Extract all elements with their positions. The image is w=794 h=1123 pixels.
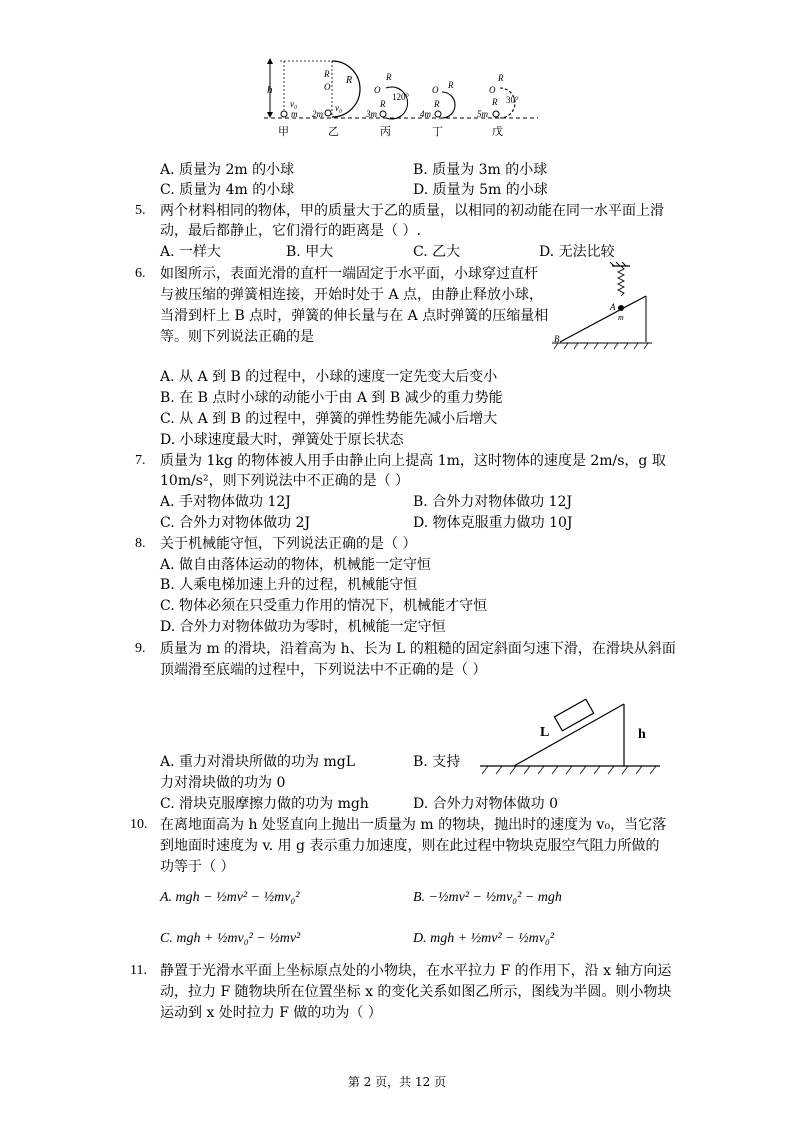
svg-text:R: R [498, 73, 504, 83]
label-yi: 乙 [328, 126, 339, 138]
q5-option-c: C. 乙大 [413, 244, 461, 260]
page-footer: 第 2 页，共 12 页 [347, 1075, 447, 1089]
q4-option-b: B. 质量为 3m 的小球 [413, 162, 548, 178]
q6-figure [550, 262, 660, 352]
angle-120: 120° [392, 92, 410, 102]
q4-option-a: A. 质量为 2m 的小球 [160, 162, 295, 178]
svg-text:R: R [324, 69, 330, 79]
q8-number: 8. [135, 536, 146, 551]
q8-option-d: D. 合外力对物体做功为零时，机械能一定守恒 [160, 619, 446, 635]
q8-option-a: A. 做自由落体运动的物体，机械能一定守恒 [160, 557, 432, 573]
q5-option-a: A. 一样大 [160, 244, 222, 260]
q9-option-b-part1: B. 支持 [413, 754, 461, 770]
label-jia: 甲 [278, 126, 289, 138]
svg-text:2m: 2m [312, 109, 323, 119]
q10-option-d: D. mgh + ½mv² − ½mv₀² [413, 931, 555, 946]
svg-text:m: m [291, 109, 298, 119]
q4-figure [262, 55, 562, 140]
q7-option-b: B. 合外力对物体做功 12J [413, 494, 573, 510]
svg-text:R: R [434, 99, 440, 109]
q9-option-d: D. 合外力对物体做功 0 [413, 796, 558, 812]
q11-stem-1: 静置于光滑水平面上坐标原点处的小物块，在水平拉力 F 的作用下，沿 x 轴方向运 [160, 963, 672, 979]
svg-text:R: R [492, 97, 498, 107]
svg-text:O: O [324, 82, 331, 92]
svg-text:R: R [380, 99, 386, 109]
q5-stem-1: 两个材料相同的物体，甲的质量大于乙的质量，以相同的初动能在同一水平面上滑 [160, 203, 664, 219]
svg-text:v₀: v₀ [335, 103, 343, 113]
q10-stem-1: 在离地面高为 h 处竖直向上抛出一质量为 m 的物块，抛出时的速度为 v₀，当它落 [160, 817, 667, 833]
height-label: h [638, 727, 646, 742]
q6-option-c: C. 从 A 到 B 的过程中，弹簧的弹性势能先减小后增大 [160, 411, 498, 427]
svg-text:R: R [346, 75, 353, 86]
q4-option-c: C. 质量为 4m 的小球 [160, 182, 295, 198]
mass-label: m [618, 313, 624, 322]
label-bing: 丙 [380, 126, 391, 138]
q6-stem-1: 如图所示，表面光滑的直杆一端固定于水平面，小球穿过直杆 [160, 266, 538, 282]
svg-text:O: O [374, 85, 381, 95]
q9-stem-2: 顶端滑至底端的过程中，下列说法中不正确的是（ ） [160, 662, 487, 678]
q5-option-b: B. 甲大 [286, 244, 334, 260]
q6-stem-2: 与被压缩的弹簧相连接，开始时处于 A 点，由静止释放小球， [160, 287, 544, 303]
q10-option-c: C. mgh + ½mv₀² − ½mv² [160, 931, 301, 946]
q7-option-a: A. 手对物体做功 12J [160, 494, 291, 510]
q7-option-d: D. 物体克服重力做功 10J [413, 515, 573, 531]
q10-stem-3: 功等于（ ） [160, 859, 235, 875]
label-ding: 丁 [432, 126, 443, 138]
q8-option-c: C. 物体必须在只受重力作用的情况下，机械能才守恒 [160, 598, 488, 614]
q6-stem-3: 当滑到杆上 B 点时，弹簧的伸长量与在 A 点时弹簧的压缩量相 [160, 308, 549, 324]
q7-stem-2: 10m/s²，则下列说法中不正确的是（ ） [160, 473, 410, 489]
q6-stem-4: 等。则下列说法正确的是 [160, 329, 314, 345]
q7-number: 7. [135, 453, 146, 468]
q9-number: 9. [135, 641, 146, 656]
q10-number: 10. [130, 817, 148, 832]
q11-stem-3: 运动到 x 处时拉力 F 做的功为（ ） [160, 1005, 382, 1021]
q6-option-d: D. 小球速度最大时，弹簧处于原长状态 [160, 432, 404, 448]
q11-stem-2: 动，拉力 F 随物块所在位置坐标 x 的变化关系如图乙所示，图线为半圆。则小物块 [160, 984, 672, 1000]
q6-option-b: B. 在 B 点时小球的动能小于由 A 到 B 减少的重力势能 [160, 390, 503, 406]
q9-option-c: C. 滑块克服摩擦力做的功为 mgh [160, 796, 369, 812]
q9-option-a: A. 重力对滑块所做的功为 mgL [160, 754, 355, 770]
q5-option-d: D. 无法比较 [539, 244, 615, 260]
q9-stem-1: 质量为 m 的滑块，沿着高为 h、长为 L 的粗糙的固定斜面匀速下滑，在滑块从斜面 [160, 641, 676, 657]
point-b-label: B [554, 334, 560, 344]
q8-option-b: B. 人乘电梯加速上升的过程，机械能守恒 [160, 577, 418, 593]
q10-option-b: B. −½mv² − ½mv₀² − mgh [413, 890, 562, 905]
svg-text:4m: 4m [420, 109, 431, 119]
q6-number: 6. [135, 266, 146, 281]
q11-number: 11. [130, 963, 147, 978]
q10-option-a: A. mgh − ½mv² − ½mv₀² [160, 890, 300, 905]
svg-text:O: O [489, 85, 496, 95]
q7-stem-1: 质量为 1kg 的物体被人用手由静止向上提高 1m，这时物体的速度是 2m/s，g 取 [160, 453, 666, 469]
label-wu: 戊 [492, 126, 503, 138]
q9-incline-figure [478, 694, 664, 778]
q10-stem-2: 到地面时速度为 v. 用 g 表示重力加速度，则在此过程中物块克服空气阻力所做的 [160, 838, 660, 854]
q9-option-b-part2: 力对滑块做的功为 0 [160, 775, 286, 791]
svg-text:3m: 3m [366, 109, 377, 119]
svg-text:R: R [448, 80, 454, 90]
svg-text:R: R [386, 72, 392, 82]
q5-number: 5. [135, 203, 146, 218]
q4-option-d: D. 质量为 5m 的小球 [413, 182, 548, 198]
length-label: L [540, 725, 550, 740]
q7-option-c: C. 合外力对物体做功 2J [160, 515, 311, 531]
q5-stem-2: 动，最后都静止，它们滑行的距离是（ ）. [160, 223, 421, 239]
q8-stem: 关于机械能守恒，下列说法正确的是（ ） [160, 536, 417, 552]
point-a-label: A [610, 302, 616, 312]
q6-option-a: A. 从 A 到 B 的过程中，小球的速度一定先变大后变小 [160, 369, 498, 385]
svg-text:O: O [432, 85, 439, 95]
h-label: h [267, 84, 273, 96]
svg-text:v₀: v₀ [290, 99, 298, 109]
svg-text:5m: 5m [477, 109, 488, 119]
angle-30: 30° [506, 95, 519, 105]
